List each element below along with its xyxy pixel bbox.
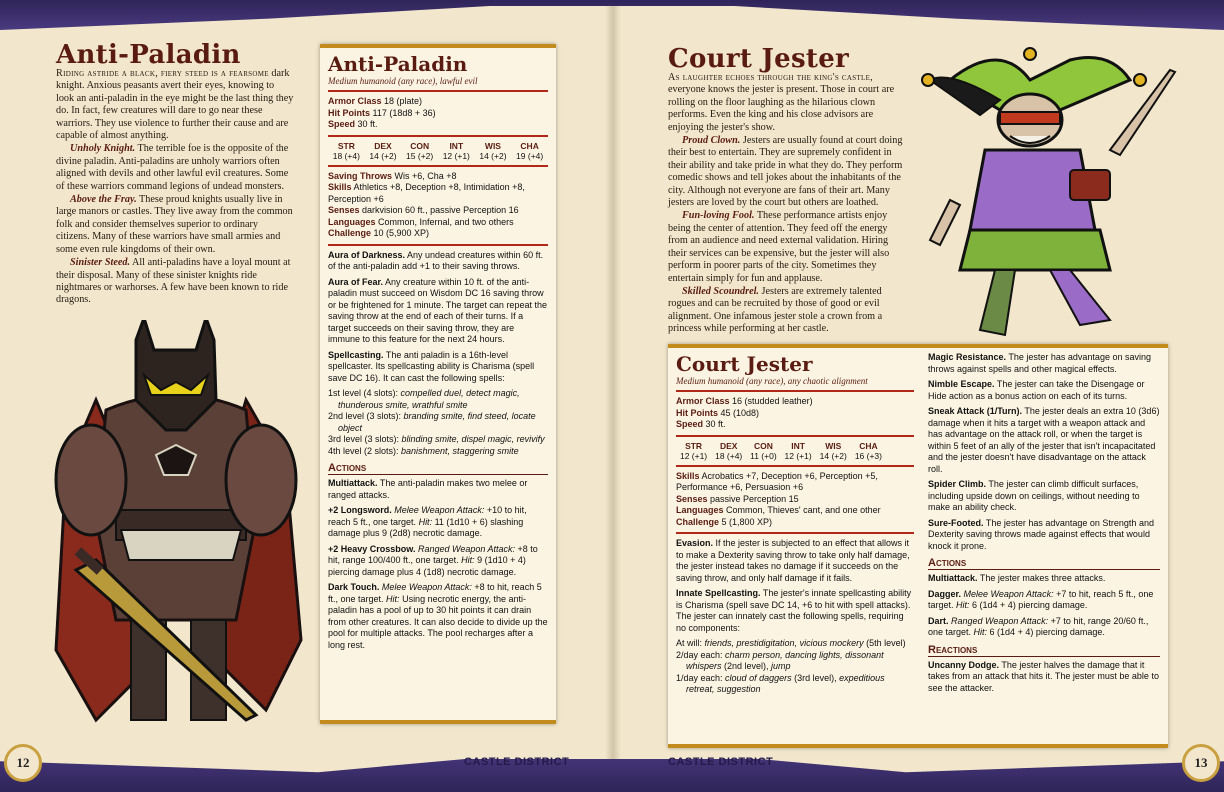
senses: Senses darkvision 60 ft., passive Perception 16 <box>328 205 519 215</box>
page-number-left: 12 <box>4 744 42 782</box>
trait-nimble-escape: Nimble Escape. The jester can take the Disengage or Hide action as a bonus action on each of its turns. <box>928 379 1145 401</box>
languages: Languages Common, Thieves' cant, and one other <box>676 505 881 515</box>
spell-slot-2: 2nd level (3 slots): branding smite, find steed, locate object <box>328 411 536 433</box>
action-multiattack: Multiattack. The jester makes three attacks. <box>928 573 1106 583</box>
trait-evasion: Evasion. If the jester is subjected to an effect that allows it to make a Dexterity saving throw to take only half damage, the jester instead takes no damage if it succeeds on the saving throw, and only half damage if it fails. <box>676 538 910 583</box>
action-multiattack: Multiattack. The anti-paladin makes two melee or ranged attacks. <box>328 478 528 500</box>
ability-scores: STR DEX CON INT WIS CHA 18 (+4) 14 (+2) 15 (+2) 12 (+1) 14 (+2) 19 (+4) <box>332 140 544 161</box>
court-jester-title: Court Jester <box>668 44 850 74</box>
action-longsword: +2 Longsword. Melee Weapon Attack: +10 to hit, reach 5 ft., one target. Hit: 11 (1d10 + 6) slashing damage plus 9 (2d8) necrotic damage. <box>328 505 527 538</box>
anti-paladin-illustration-icon <box>36 320 316 740</box>
stat-block-subtitle: Medium humanoid (any race), any chaotic alignment <box>676 376 868 386</box>
divider <box>328 90 548 92</box>
reactions-heading: Reactions <box>928 644 1160 657</box>
court-jester-stat-block <box>668 344 1168 748</box>
above-fray-text: These proud knights usually live in large manors or castles. They live away from the common folk and consider themselves superior to ordinary citizens. Many of these warriors have small armies and some even rule kingdoms of their own. <box>56 194 293 255</box>
challenge: Challenge 5 (1,800 XP) <box>676 516 773 527</box>
sinister-steed-text: All anti-paladins have a loyal mount at their disposal. Many of these sinister knights ride nightmares or warhorses. A few have been known to ride dragons. <box>56 257 291 306</box>
above-fray-head: Above the Fray. <box>70 194 137 206</box>
spell-slot-4: 4th level (2 slots): banishment, staggering smite <box>328 445 519 456</box>
stat-block-column-right <box>928 352 1160 740</box>
spell-slot-3: 3rd level (3 slots): blinding smite, dispel magic, revivify <box>328 434 545 444</box>
saving-throws: Saving Throws Wis +6, Cha +8 <box>328 170 457 181</box>
unholy-knight-text: The terrible foe is the opposite of the divine paladin. Anti-paladins are unholy warriors often aligned with devils and other lawful evil creatures. Some of these warriors command legions of undead monsters. <box>56 143 289 192</box>
trait-magic-resistance: Magic Resistance. The jester has advantage on saving throws against spells and other magical effects. <box>928 352 1151 374</box>
footer-label-left: CASTLE DISTRICT <box>464 756 570 768</box>
court-jester-prose <box>668 72 904 337</box>
divider <box>676 435 914 437</box>
trait-aura-fear: Aura of Fear. Any creature within 10 ft. of the anti-paladin must succeed on Wisdom DC 16 saving throw or be frightened for 1 minute. The target can repeat the saving throw at the end of each of their turns. If a target succeeds on their saving throw, they are immune to this feature for the next 24 hours. <box>328 276 547 344</box>
action-dart: Dart. Ranged Weapon Attack: +7 to hit, range 20/60 ft., one target. Hit: 6 (1d4 + 4) piercing damage. <box>928 615 1149 637</box>
speed: Speed 30 ft. <box>676 419 726 429</box>
actions-heading: Actions <box>328 462 548 475</box>
divider <box>676 532 914 534</box>
skills: Skills Acrobatics +7, Deception +6, Perception +5, Performance +6, Persuasion +6 <box>676 470 878 492</box>
spell-at-will: At will: friends, prestidigitation, vicious mockery (5th level) <box>676 638 906 648</box>
hit-points: Hit Points 117 (18d8 + 36) <box>328 107 436 118</box>
skilled-scoundrel-head: Skilled Scoundrel. <box>682 285 759 297</box>
divider <box>676 390 914 392</box>
intro-lead: Riding astride a black, fiery steed is a fearsome <box>56 68 269 79</box>
spell-1-day: 1/day each: cloud of daggers (3rd level), expeditious retreat, suggestion <box>676 672 885 694</box>
speed: Speed 30 ft. <box>328 119 378 129</box>
actions-heading: Actions <box>928 557 1160 570</box>
divider <box>328 165 548 167</box>
skills: Skills Athletics +8, Deception +8, Intimidation +8, Perception +6 <box>328 182 525 204</box>
armor-class: Armor Class 18 (plate) <box>328 96 423 106</box>
stat-block-column-left <box>676 352 914 740</box>
anti-paladin-stat-block <box>320 44 556 724</box>
ability-scores: STR DEX CON INT WIS CHA 12 (+1) 18 (+4) 11 (+0) 12 (+1) 14 (+2) 16 (+3) <box>679 440 882 461</box>
spell-2-day: 2/day each: charm person, dancing lights, dissonant whispers (2nd level), jump <box>676 649 884 671</box>
trait-sure-footed: Sure-Footed. The jester has advantage on Strength and Dexterity saving throws made against effects that would knock it prone. <box>928 517 1154 551</box>
skilled-scoundrel-text: Jesters are extremely talented rogues and can be recruited by those of good or evil alignment. One infamous jester stole a crown from a princess while performing at her castle. <box>668 285 883 335</box>
trait-sneak-attack: Sneak Attack (1/Turn). The jester deals an extra 10 (3d6) damage when it hits a target with a weapon attack and has advantage on the attack roll, or when the target is within 5 feet of an ally of the jester that isn't incapacitated and the jester doesn't have disadvantage on the attack roll. <box>928 406 1160 474</box>
reaction-uncanny-dodge: Uncanny Dodge. The jester halves the damage that it takes from an attack that hits it. The jester must be able to see the attacker. <box>928 659 1159 693</box>
senses: Senses passive Perception 15 <box>676 493 799 504</box>
intro-text: everyone knows the jester is present. Those in court are rolling on the floor laughing as the hilarious clown performs. Even the king and his close advisors are enjoying the jester's show. <box>668 84 895 133</box>
spell-slot-1: 1st level (4 slots): compelled duel, detect magic, thunderous smite, wrathful smite <box>328 388 520 410</box>
fun-loving-fool-text: These performance artists enjoy being the center of attention. They feed off the energy from an audience and need external validation. Hiring their services can be expensive, but the jester will also perform in poorer parts of the city. Sometimes they entertain simply for fun and applause. <box>668 210 890 284</box>
anti-paladin-prose <box>56 68 294 308</box>
trait-aura-darkness: Aura of Darkness. Any undead creatures within 60 ft. of the anti-paladin add +1 to their saving throws. <box>328 249 544 271</box>
hit-points: Hit Points 45 (10d8) <box>676 407 760 418</box>
sinister-steed-head: Sinister Steed. <box>70 257 131 269</box>
stat-block-subtitle: Medium humanoid (any race), lawful evil <box>328 76 478 86</box>
page-gutter <box>605 0 621 792</box>
court-jester-illustration-icon <box>910 40 1190 350</box>
unholy-knight-head: Unholy Knight. <box>70 143 136 155</box>
languages: Languages Common, Infernal, and two others <box>328 216 514 227</box>
action-heavy-crossbow: +2 Heavy Crossbow. Ranged Weapon Attack: +8 to hit, range 100/400 ft., one target. Hit: 9 (1d10 + 4) piercing damage plus 4 (1d8) necrotic damage. <box>328 543 538 577</box>
trait-innate-spellcasting: Innate Spellcasting. The jester's innate spellcasting ability is Charisma (spell save DC 14, +6 to hit with spell attacks). The jester can innately cast the following spells, requiring no components: <box>676 588 912 633</box>
stat-block-name: Court Jester <box>676 352 813 376</box>
proud-clown-head: Proud Clown. <box>682 135 741 147</box>
trait-spellcasting: Spellcasting. The anti paladin is a 16th-level spellcaster. Its spellcasting ability is Charisma (spell save DC 16). It can cast the following spells: <box>328 349 535 383</box>
page-number-right: 13 <box>1182 744 1220 782</box>
intro-lead: As laughter echoes through the king's castle, <box>668 72 874 83</box>
intro-text: dark knight. Anxious peasants avert their eyes, knowing to look an anti-paladin in the eye might be the last thing they do. In fact, few creatures will dare to go near these warriors. They use violence to further their cause and are capable of almost anything. <box>56 68 294 142</box>
armor-class: Armor Class 16 (studded leather) <box>676 396 813 406</box>
fun-loving-fool-head: Fun-loving Fool. <box>682 210 755 222</box>
action-dagger: Dagger. Melee Weapon Attack: +7 to hit, reach 5 ft., one target. Hit: 6 (1d4 + 4) piercing damage. <box>928 588 1154 610</box>
action-dark-touch: Dark Touch. Melee Weapon Attack: +8 to hit, reach 5 ft., one target. Hit: Using necrotic energy, the anti-paladin has a pool of up to 30 hit points it can drain from other creatures. It can also decide to divide up the pool for multiple attacks. The pool recharges after a long rest. <box>328 582 548 650</box>
anti-paladin-title: Anti-Paladin <box>56 40 241 70</box>
divider <box>328 135 548 137</box>
footer-label-right: CASTLE DISTRICT <box>668 756 774 768</box>
challenge: Challenge 10 (5,900 XP) <box>328 228 430 238</box>
divider <box>328 244 548 246</box>
trait-spider-climb: Spider Climb. The jester can climb difficult surfaces, including upside down on ceilings, without needing to make an ability check. <box>928 479 1140 512</box>
divider <box>676 465 914 467</box>
stat-block-name: Anti-Paladin <box>328 52 468 76</box>
proud-clown-text: Jesters are usually found at court doing their best to entertain. They are supremely confident in their ability and take pride in what they do. They perform comedic shows and tell jokes about the inhabitants of the city. Although not everyone are fans of their art. Many jesters are loved by the court but others are loathed. <box>668 135 903 209</box>
